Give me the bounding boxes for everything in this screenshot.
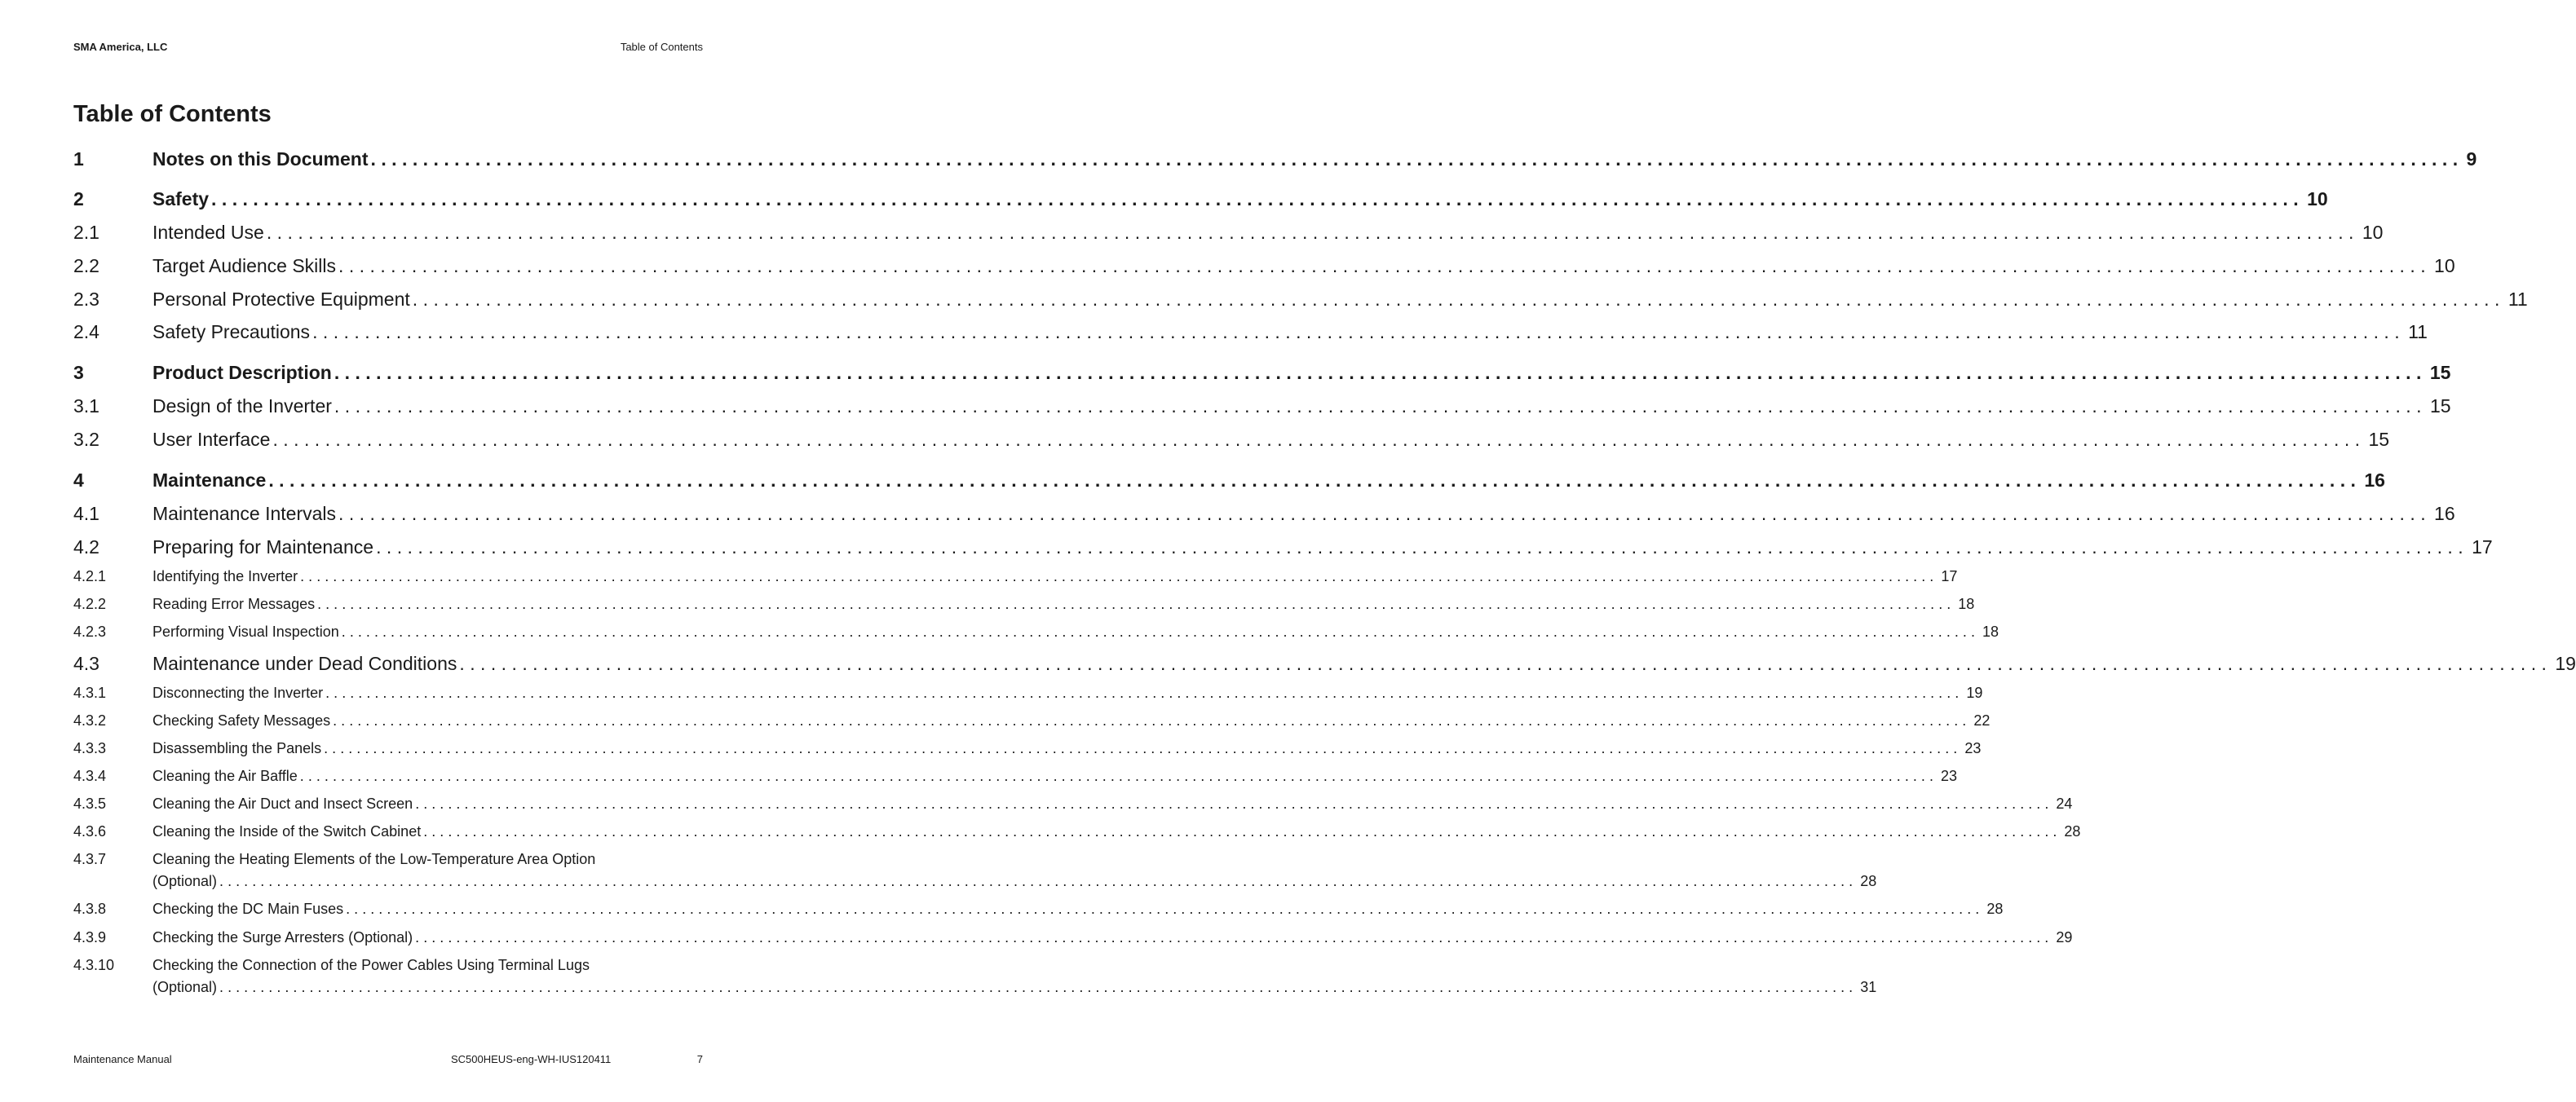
dot-leader: ........................................................................................................................................................................................................ [219,979,1858,995]
toc-entry-title: Reading Error Messages [152,596,316,612]
toc-entry-page: 15 [2368,429,2390,450]
toc-entry-number: 4.3.3 [73,740,107,756]
toc-entry-title: Checking the Connection of the Power Cables Using Terminal Lugs [152,957,590,973]
toc-entry-number: 3.1 [73,395,99,417]
dot-leader: ........................................................................................................................................................................................................ [334,395,2427,417]
toc-entry-page: 10 [2307,188,2328,209]
toc-entry-page: 29 [2056,929,2073,946]
dot-leader: ........................................................................................................................................................................................................ [312,321,2406,342]
toc-entry-page: 23 [1941,768,1958,784]
toc-entry-page: 17 [1941,568,1958,584]
toc-entry-title: Checking the DC Main Fuses [152,901,344,917]
toc-entry-title: Safety Precautions [152,321,311,342]
toc-entry-page: 10 [2362,222,2384,243]
toc-entry-number: 1 [73,148,84,170]
toc-entry-number: 3.2 [73,429,99,450]
dot-leader: ........................................................................................................................................................................................................ [370,148,2463,170]
toc-entry-number: 4.3.9 [73,929,107,946]
toc-entry-number: 3 [73,362,84,383]
toc-entry-page: 16 [2364,469,2385,491]
toc-entry-page: 10 [2434,255,2455,276]
header-section: Table of Contents [620,41,703,53]
dot-leader: ........................................................................................................................................................................................................ [376,536,2469,558]
toc-entry-page: 23 [1964,740,1982,756]
toc-entry-number: 4.3.8 [73,901,107,917]
toc-entry-title: Safety [152,188,210,209]
toc-entry-number: 2.3 [73,289,99,310]
toc-entry-page: 31 [1860,979,1877,995]
toc-entry-number: 2.4 [73,321,99,342]
toc-entry-title: Disconnecting the Inverter [152,685,324,701]
dot-leader: ........................................................................................................................................................................................................ [423,823,2061,840]
dot-leader: ........................................................................................................................................................................................................ [338,503,2432,524]
toc-entry-title: Disassembling the Panels [152,740,322,756]
toc-entry-page: 24 [2056,796,2073,812]
dot-leader: ........................................................................................................................................................................................................ [219,873,1858,889]
toc-entry-page: 15 [2429,362,2451,383]
toc-entry-number: 4.3.6 [73,823,107,840]
dot-leader: ........................................................................................................................................................................................................ [333,712,1971,729]
toc-entry-number: 4.3.1 [73,685,107,701]
toc-entry-title: Target Audience Skills [152,255,337,276]
dot-leader: ........................................................................................................................................................................................................ [415,796,2053,812]
toc-entry-number: 2 [73,188,84,209]
toc-entry-page: 18 [1982,624,1999,640]
toc-entry-title: Checking the Surge Arresters (Optional) [152,929,413,946]
dot-leader: ........................................................................................................................................................................................................ [341,624,1979,640]
toc-entry-title: User Interface [152,429,271,450]
toc-entry-title: Cleaning the Air Duct and Insect Screen [152,796,413,812]
page-title: Table of Contents [73,101,272,127]
toc-entry-page: 16 [2434,503,2455,524]
toc-entry-title: (Optional) [152,873,218,889]
dot-leader: ........................................................................................................................................................................................................ [317,596,1955,612]
dot-leader: ........................................................................................................................................................................................................ [299,768,1938,784]
dot-leader: ........................................................................................................................................................................................................ [412,289,2505,310]
toc-entry-title: Identifying the Inverter [152,568,298,584]
footer-doc-id: SC500HEUS-eng-WH-IUS120411 [451,1053,612,1065]
toc-entry-page: 22 [1973,712,1991,729]
toc-entry-page: 17 [2472,536,2493,558]
toc-entry-page: 18 [1958,596,1975,612]
toc-entry-page: 19 [2555,653,2576,674]
dot-leader: ........................................................................................................................................................................................................ [266,222,2359,243]
toc-entry-page: 11 [2408,321,2428,342]
toc-entry-number: 4.2.1 [73,568,107,584]
dot-leader: ........................................................................................................................................................................................................ [272,429,2366,450]
toc-entry-title: Cleaning the Heating Elements of the Low-Temperature Area Option [152,851,596,867]
toc-entry-title: Preparing for Maintenance [152,536,374,558]
toc-entry-page: 15 [2429,395,2451,417]
toc-entry-title: Design of the Inverter [152,395,332,417]
toc-entry-number: 4.1 [73,503,99,524]
toc-entry-number: 4.2.2 [73,596,107,612]
toc-entry-number: 4.3.7 [73,851,107,867]
toc-entry-number: 2.2 [73,255,99,276]
toc-entry-page: 9 [2466,148,2477,170]
toc-entry-number: 4.3.5 [73,796,107,812]
header-company: SMA America, LLC [73,41,168,53]
toc-entry-title: Checking Safety Messages [152,712,331,729]
dot-leader: ........................................................................................................................................................................................................ [268,469,2362,491]
toc-entry-title: (Optional) [152,979,218,995]
footer-manual: Maintenance Manual [73,1053,172,1065]
toc-entry-number: 4.3 [73,653,99,674]
toc-entry-number: 4.3.4 [73,768,107,784]
dot-leader: ........................................................................................................................................................................................................ [324,740,1962,756]
toc-entry-page: 11 [2508,289,2528,310]
toc-entry-title: Maintenance [152,469,267,491]
dot-leader: ........................................................................................................................................................................................................ [325,685,1964,701]
dot-leader: ........................................................................................................................................................................................................ [346,901,1984,917]
footer-page-number: 7 [696,1053,703,1065]
toc-entry-title: Notes on this Document [152,148,369,170]
dot-leader: ........................................................................................................................................................................................................ [338,255,2432,276]
toc-entry-page: 28 [1986,901,2004,917]
toc-entry-title: Cleaning the Inside of the Switch Cabinet [152,823,422,840]
dot-leader: ........................................................................................................................................................................................................ [211,188,2304,209]
toc-entry-number: 2.1 [73,222,99,243]
toc-entry-title: Intended Use [152,222,264,243]
dot-leader: ........................................................................................................................................................................................................ [334,362,2427,383]
dot-leader: ........................................................................................................................................................................................................ [459,653,2552,674]
toc-entry-page: 28 [2064,823,2081,840]
toc-entry-number: 4 [73,469,84,491]
dot-leader: ........................................................................................................................................................................................................ [300,568,1938,584]
toc-entry-title: Performing Visual Inspection [152,624,339,640]
toc-entry-number: 4.2 [73,536,99,558]
toc-entry-number: 4.3.10 [73,957,115,973]
toc-entry-number: 4.3.2 [73,712,107,729]
toc-entry-page: 28 [1860,873,1877,889]
dot-leader: ........................................................................................................................................................................................................ [415,929,2053,946]
toc-entry-page: 19 [1966,685,1983,701]
toc-entry-title: Maintenance Intervals [152,503,337,524]
toc-entry-number: 4.2.3 [73,624,107,640]
toc-entry-title: Product Description [152,362,332,383]
toc-entry-title: Cleaning the Air Baffle [152,768,298,784]
toc-entry-title: Maintenance under Dead Conditions [152,653,457,674]
toc-entry-title: Personal Protective Equipment [152,289,410,310]
